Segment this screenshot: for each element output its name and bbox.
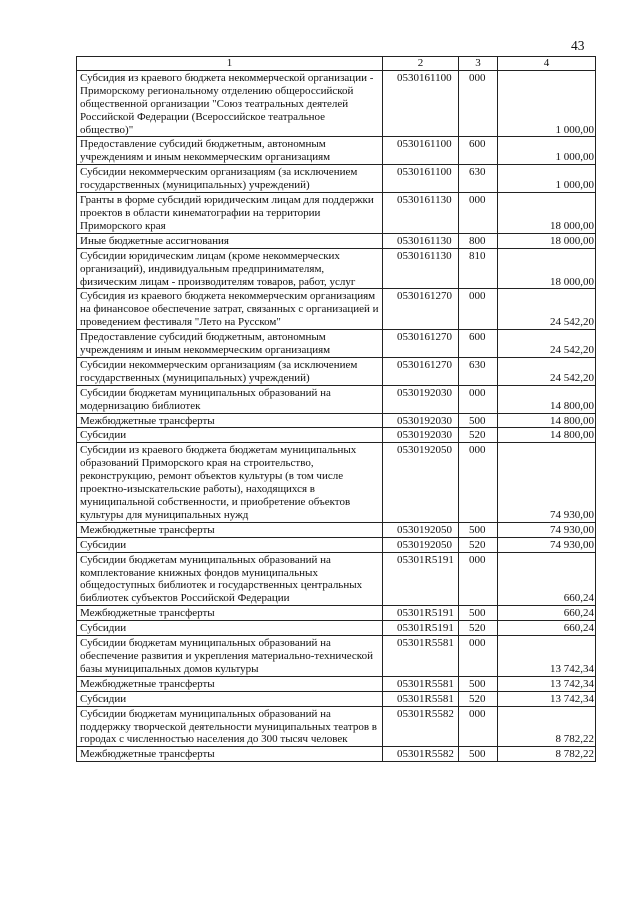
row-amount: 74 930,00 [498,537,596,552]
row-type: 500 [459,676,498,691]
row-type: 800 [459,233,498,248]
row-type: 000 [459,70,498,137]
row-code: 05301R5582 [383,747,459,762]
table-row [77,676,596,691]
row-amount: 1 000,00 [498,70,596,137]
row-type: 500 [459,413,498,428]
table-row [77,706,596,747]
row-amount: 660,24 [498,552,596,606]
row-type: 600 [459,330,498,358]
row-type: 810 [459,248,498,289]
row-amount: 13 742,34 [498,691,596,706]
row-code: 0530161270 [383,330,459,358]
row-name: Предоставление субсидий бюджетным, автономным учреждениям и иным некоммерческим организациям [77,330,383,358]
table-row [77,606,596,621]
table-row [77,289,596,330]
row-amount: 8 782,22 [498,706,596,747]
row-code: 0530192030 [383,413,459,428]
row-code: 0530161100 [383,165,459,193]
row-name: Субсидии бюджетам муниципальных образований на комплектование книжных фондов муниципальных общедоступных библиотек и государственных центральных библиотек субъектов Российской Федерации [77,552,383,606]
table-row [77,621,596,636]
row-amount: 14 800,00 [498,428,596,443]
row-type: 520 [459,537,498,552]
row-amount: 14 800,00 [498,413,596,428]
row-name: Субсидии некоммерческим организациям (за исключением государственных (муниципальных) учреждений) [77,357,383,385]
row-amount: 24 542,20 [498,330,596,358]
row-code: 05301R5191 [383,621,459,636]
row-type: 000 [459,636,498,677]
row-name: Предоставление субсидий бюджетным, автономным учреждениям и иным некоммерческим организациям [77,137,383,165]
row-amount: 660,24 [498,606,596,621]
row-code: 0530192030 [383,385,459,413]
table-row [77,165,596,193]
row-amount: 24 542,20 [498,289,596,330]
row-amount: 24 542,20 [498,357,596,385]
table-row [77,522,596,537]
header-col-3: 3 [459,57,498,71]
table-row [77,747,596,762]
table-row [77,691,596,706]
row-name: Субсидии бюджетам муниципальных образований на модернизацию библиотек [77,385,383,413]
row-name: Субсидии из краевого бюджета бюджетам муниципальных образований Приморского края на строительство, реконструкцию, ремонт объектов культуры (в том числе проектно-изыскательские работы), находящихся в муниципальной собственности, и приобретение объектов культуры для муниципальных нужд [77,443,383,522]
table-row [77,233,596,248]
row-amount: 74 930,00 [498,522,596,537]
row-amount: 18 000,00 [498,193,596,234]
row-code: 0530192050 [383,443,459,522]
row-code: 0530161270 [383,289,459,330]
row-name: Субсидии [77,428,383,443]
table-row [77,636,596,677]
table-row [77,357,596,385]
row-code: 05301R5582 [383,706,459,747]
row-code: 0530161130 [383,233,459,248]
row-name: Межбюджетные трансферты [77,522,383,537]
row-type: 000 [459,443,498,522]
header-col-4: 4 [498,57,596,71]
row-type: 520 [459,691,498,706]
row-type: 500 [459,522,498,537]
row-name: Межбюджетные трансферты [77,747,383,762]
row-amount: 74 930,00 [498,443,596,522]
row-name: Иные бюджетные ассигнования [77,233,383,248]
row-type: 500 [459,606,498,621]
header-col-2: 2 [383,57,459,71]
row-type: 000 [459,289,498,330]
row-amount: 1 000,00 [498,137,596,165]
row-code: 05301R5191 [383,606,459,621]
row-code: 0530161130 [383,248,459,289]
row-name: Субсидии [77,691,383,706]
table-row [77,537,596,552]
table-row [77,428,596,443]
row-code: 0530161130 [383,193,459,234]
row-type: 000 [459,385,498,413]
budget-table [76,56,596,762]
page-number: 43 [571,38,585,53]
row-name: Гранты в форме субсидий юридическим лицам для поддержки проектов в области кинематографии на территории Приморского края [77,193,383,234]
row-code: 05301R5581 [383,636,459,677]
table-body [77,70,596,761]
row-name: Субсидия из краевого бюджета некоммерческой организации - Приморскому региональному отделению общероссийской общественной организации "Союз театральных деятелей Российской Федерации (Всероссийское театральное общество)" [77,70,383,137]
table-row [77,385,596,413]
row-name: Субсидии [77,621,383,636]
row-type: 000 [459,706,498,747]
row-name: Субсидия из краевого бюджета некоммерческим организациям на финансовое обеспечение затрат, связанных с организацией и проведением фестиваля "Лето на Русском" [77,289,383,330]
row-amount: 13 742,34 [498,636,596,677]
row-code: 0530192030 [383,428,459,443]
row-name: Субсидии некоммерческим организациям (за исключением государственных (муниципальных) учреждений) [77,165,383,193]
table-row [77,248,596,289]
row-amount: 1 000,00 [498,165,596,193]
table-row [77,443,596,522]
row-type: 500 [459,747,498,762]
table-row [77,137,596,165]
row-amount: 14 800,00 [498,385,596,413]
row-code: 0530192050 [383,537,459,552]
row-type: 000 [459,193,498,234]
row-type: 000 [459,552,498,606]
row-code: 0530161100 [383,70,459,137]
row-amount: 18 000,00 [498,248,596,289]
row-type: 630 [459,165,498,193]
header-row [77,57,596,71]
header-col-1: 1 [77,57,383,71]
row-name: Межбюджетные трансферты [77,413,383,428]
row-code: 0530161100 [383,137,459,165]
table-row [77,552,596,606]
row-amount: 18 000,00 [498,233,596,248]
row-name: Субсидии [77,537,383,552]
row-name: Субсидии бюджетам муниципальных образований на поддержку творческой деятельности муниципальных театров в городах с численностью населения до 300 тысяч человек [77,706,383,747]
row-code: 0530161270 [383,357,459,385]
row-type: 520 [459,428,498,443]
row-code: 0530192050 [383,522,459,537]
row-type: 520 [459,621,498,636]
table-row [77,413,596,428]
table-row [77,70,596,137]
table-row [77,193,596,234]
row-code: 05301R5581 [383,676,459,691]
row-name: Межбюджетные трансферты [77,676,383,691]
row-amount: 660,24 [498,621,596,636]
row-name: Межбюджетные трансферты [77,606,383,621]
row-amount: 8 782,22 [498,747,596,762]
row-name: Субсидии юридическим лицам (кроме некоммерческих организаций), индивидуальным предпринимателям, физическим лицам - производителям товаров, работ, услуг [77,248,383,289]
row-code: 05301R5191 [383,552,459,606]
row-amount: 13 742,34 [498,676,596,691]
row-code: 05301R5581 [383,691,459,706]
row-type: 630 [459,357,498,385]
row-type: 600 [459,137,498,165]
table-row [77,330,596,358]
row-name: Субсидии бюджетам муниципальных образований на обеспечение развития и укрепления материально-технической базы муниципальных домов культуры [77,636,383,677]
